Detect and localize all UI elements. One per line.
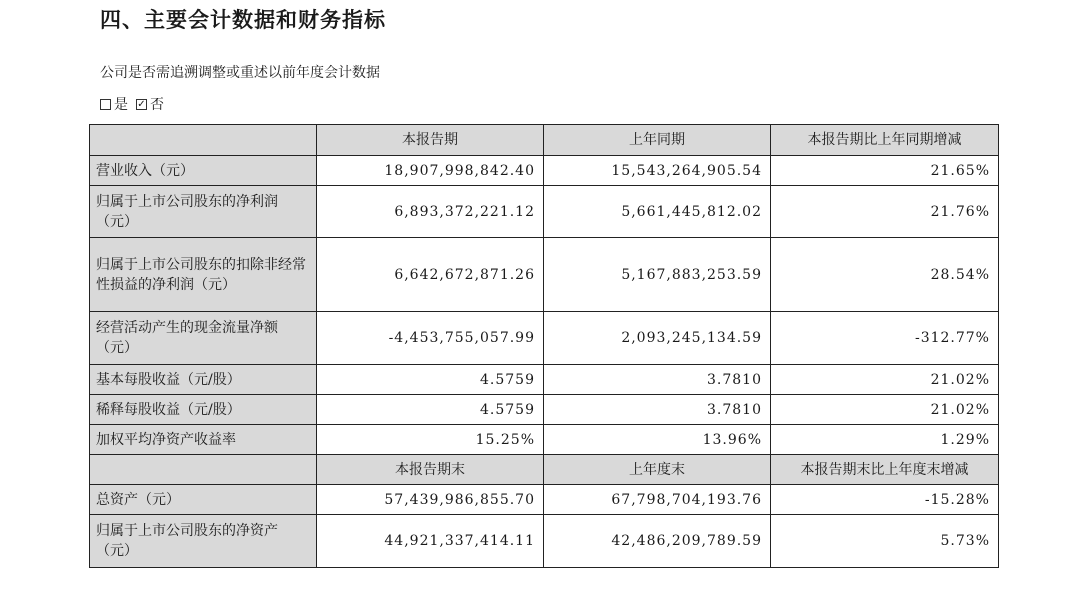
change-value: 21.02% bbox=[771, 365, 999, 395]
row-label: 经营活动产生的现金流量净额（元） bbox=[90, 312, 317, 365]
table-row bbox=[90, 156, 999, 186]
table-header-row bbox=[90, 125, 999, 156]
table-row bbox=[90, 395, 999, 425]
change-value: 28.54% bbox=[771, 238, 999, 312]
change-value: 21.76% bbox=[771, 186, 999, 238]
table-row bbox=[90, 425, 999, 455]
current-value: 18,907,998,842.40 bbox=[317, 156, 544, 186]
row-label: 归属于上市公司股东的净资产（元） bbox=[90, 515, 317, 568]
header-cell: 上年度末 bbox=[544, 455, 771, 485]
row-label: 加权平均净资产收益率 bbox=[90, 425, 317, 455]
row-label: 稀释每股收益（元/股） bbox=[90, 395, 317, 425]
table-row bbox=[90, 238, 999, 312]
prior-value: 67,798,704,193.76 bbox=[544, 485, 771, 515]
header-cell bbox=[90, 125, 317, 156]
current-value: 44,921,337,414.11 bbox=[317, 515, 544, 568]
header-cell: 本报告期 bbox=[317, 125, 544, 156]
prior-value: 5,167,883,253.59 bbox=[544, 238, 771, 312]
current-value: 15.25% bbox=[317, 425, 544, 455]
change-value: 1.29% bbox=[771, 425, 999, 455]
choice-yes-label: 是 bbox=[114, 97, 128, 113]
row-label: 归属于上市公司股东的扣除非经常性损益的净利润（元） bbox=[90, 238, 317, 312]
row-label: 营业收入（元） bbox=[90, 156, 317, 186]
current-value: 4.5759 bbox=[317, 365, 544, 395]
prior-value: 2,093,245,134.59 bbox=[544, 312, 771, 365]
restatement-question: 公司是否需追溯调整或重述以前年度会计数据 bbox=[100, 65, 380, 81]
choice-no[interactable] bbox=[136, 94, 164, 114]
current-value: 57,439,986,855.70 bbox=[317, 485, 544, 515]
current-value: 4.5759 bbox=[317, 395, 544, 425]
change-value: 21.02% bbox=[771, 395, 999, 425]
header-cell: 上年同期 bbox=[544, 125, 771, 156]
current-value: 6,893,372,221.12 bbox=[317, 186, 544, 238]
table-row bbox=[90, 186, 999, 238]
row-label: 总资产（元） bbox=[90, 485, 317, 515]
table-row bbox=[90, 312, 999, 365]
header-cell: 本报告期末比上年度末增减 bbox=[771, 455, 999, 485]
header-cell: 本报告期末 bbox=[317, 455, 544, 485]
restatement-choices bbox=[100, 94, 172, 114]
checkbox-no-checked-icon[interactable]: ✓ bbox=[137, 98, 146, 110]
choice-no-label: 否 bbox=[150, 97, 164, 113]
checkbox-yes-icon[interactable] bbox=[100, 99, 111, 110]
header-cell: 本报告期比上年同期增减 bbox=[771, 125, 999, 156]
change-value: -15.28% bbox=[771, 485, 999, 515]
prior-value: 15,543,264,905.54 bbox=[544, 156, 771, 186]
current-value: 6,642,672,871.26 bbox=[317, 238, 544, 312]
change-value: 5.73% bbox=[771, 515, 999, 568]
header-cell bbox=[90, 455, 317, 485]
change-value: 21.65% bbox=[771, 156, 999, 186]
table-row bbox=[90, 485, 999, 515]
current-value: -4,453,755,057.99 bbox=[317, 312, 544, 365]
financial-indicators-table bbox=[89, 124, 999, 568]
prior-value: 3.7810 bbox=[544, 395, 771, 425]
prior-value: 42,486,209,789.59 bbox=[544, 515, 771, 568]
table-row bbox=[90, 515, 999, 568]
row-label: 基本每股收益（元/股） bbox=[90, 365, 317, 395]
change-value: -312.77% bbox=[771, 312, 999, 365]
prior-value: 13.96% bbox=[544, 425, 771, 455]
prior-value: 5,661,445,812.02 bbox=[544, 186, 771, 238]
row-label: 归属于上市公司股东的净利润（元） bbox=[90, 186, 317, 238]
prior-value: 3.7810 bbox=[544, 365, 771, 395]
table-row bbox=[90, 365, 999, 395]
table-header-row bbox=[90, 455, 999, 485]
choice-yes[interactable] bbox=[100, 94, 128, 114]
section-title: 四、主要会计数据和财务指标 bbox=[100, 8, 386, 32]
